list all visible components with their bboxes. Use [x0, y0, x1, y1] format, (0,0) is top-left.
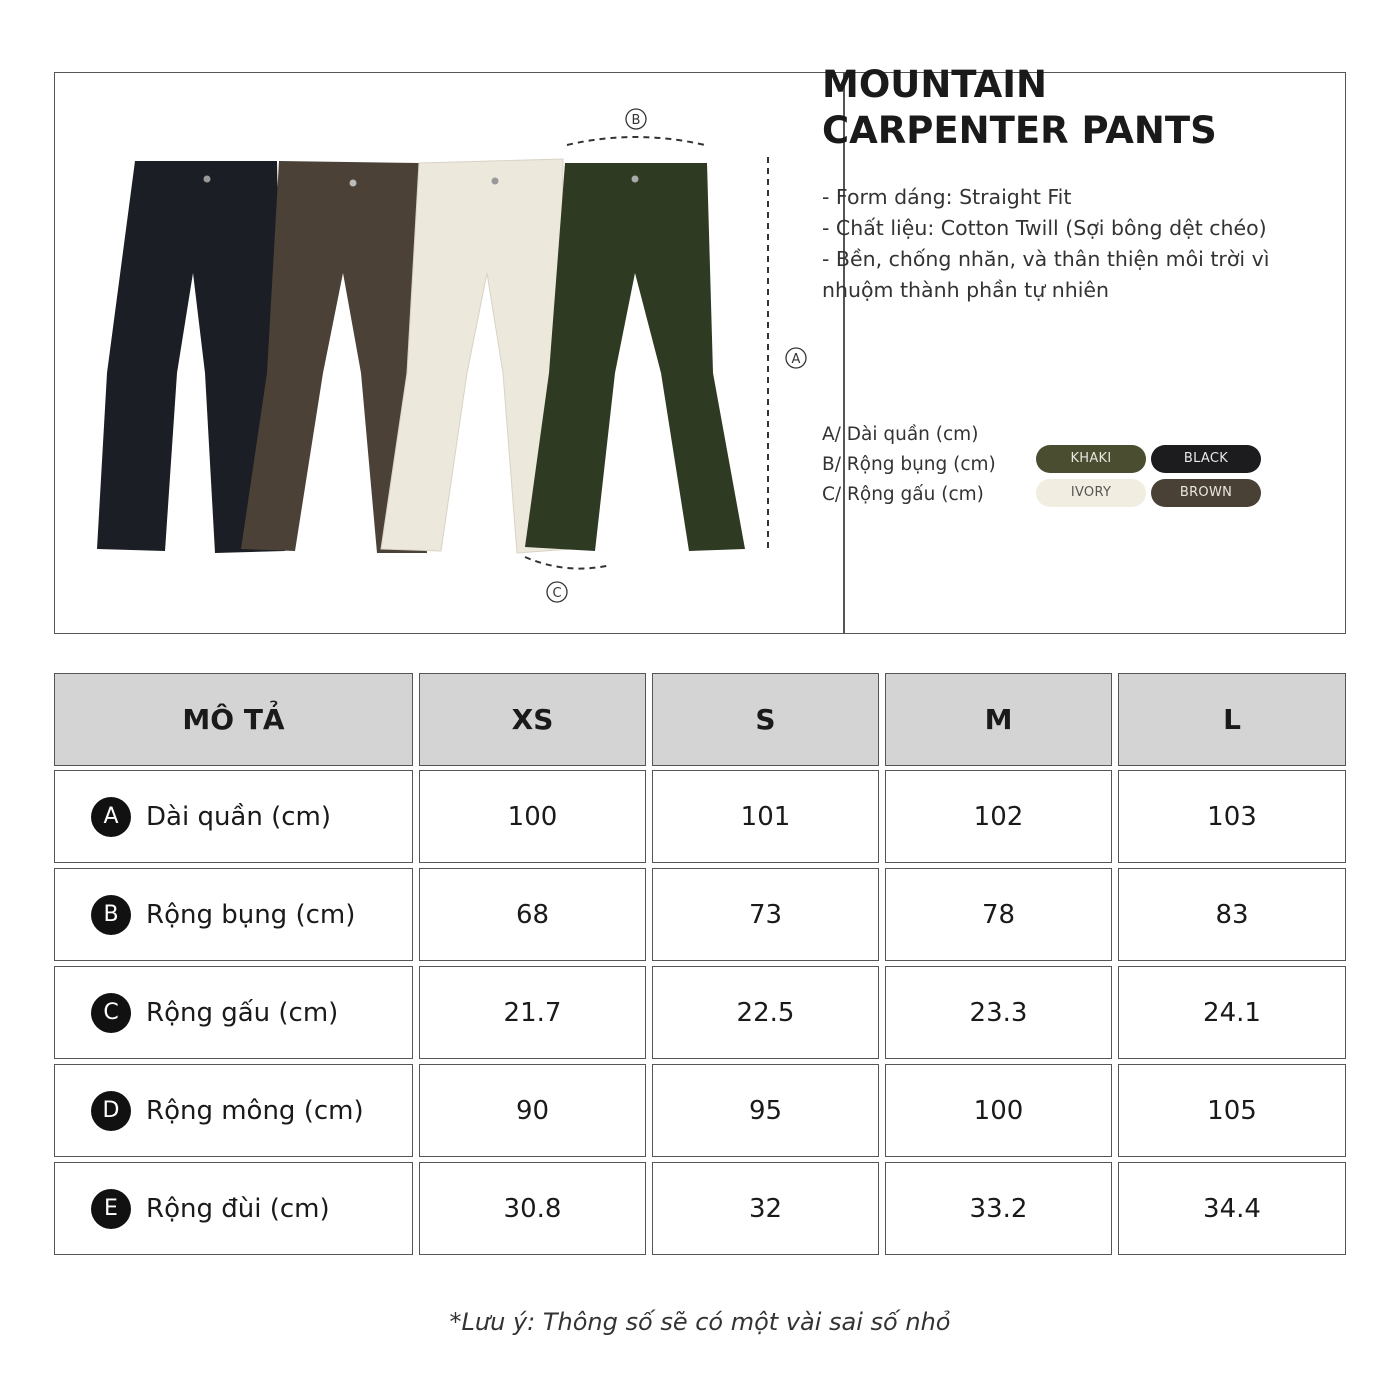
- row-label-cell: [54, 868, 413, 961]
- row-marker: B: [91, 895, 131, 935]
- product-title-line1: MOUNTAIN: [822, 63, 1048, 106]
- value-cell: 83: [1118, 868, 1346, 961]
- value-cell: 100: [419, 770, 646, 863]
- value-cell: 105: [1118, 1064, 1346, 1157]
- measure-marker-a: A: [791, 352, 801, 367]
- footnote: *Lưu ý: Thông số sẽ có một vài sai số nhỏ: [449, 1308, 951, 1336]
- value-cell: 22.5: [652, 966, 879, 1059]
- row-marker: D: [91, 1091, 131, 1131]
- measure-legend: [822, 420, 996, 510]
- product-title: [822, 62, 1282, 154]
- pants-illustration: [55, 73, 843, 633]
- header-cell-desc: MÔ TẢ: [54, 673, 413, 766]
- row-marker: E: [91, 1189, 131, 1229]
- feature-list: [822, 182, 1282, 306]
- product-info: [822, 62, 1282, 306]
- header-cell-m: M: [885, 673, 1112, 766]
- value-cell: 103: [1118, 770, 1346, 863]
- swatch-khaki[interactable]: KHAKI: [1036, 445, 1146, 473]
- row-marker: A: [91, 797, 131, 837]
- row-label-cell: [54, 1162, 413, 1255]
- value-cell: 33.2: [885, 1162, 1112, 1255]
- value-cell: 78: [885, 868, 1112, 961]
- product-title-line2: CARPENTER PANTS: [822, 109, 1217, 152]
- measure-marker-c: C: [552, 586, 562, 601]
- measure-line-c: [525, 557, 611, 569]
- value-cell: 34.4: [1118, 1162, 1346, 1255]
- legend-item-a: A/ Dài quần (cm): [822, 424, 979, 445]
- row-label: Dài quần (cm): [146, 801, 332, 832]
- value-cell: 30.8: [419, 1162, 646, 1255]
- row-label: Rộng bụng (cm): [146, 899, 356, 930]
- header-cell-xs: XS: [419, 673, 646, 766]
- header-cell-l: L: [1118, 673, 1346, 766]
- measure-marker-b: B: [631, 113, 641, 128]
- value-cell: 24.1: [1118, 966, 1346, 1059]
- row-label: Rộng đùi (cm): [146, 1193, 330, 1224]
- legend-item-c: C/ Rộng gấu (cm): [822, 484, 984, 505]
- row-label-cell: [54, 770, 413, 863]
- swatch-brown[interactable]: BROWN: [1151, 479, 1261, 507]
- row-marker: C: [91, 993, 131, 1033]
- value-cell: 101: [652, 770, 879, 863]
- legend-item-b: B/ Rộng bụng (cm): [822, 454, 996, 475]
- row-label: Rộng gấu (cm): [146, 997, 339, 1028]
- color-swatches: [1036, 445, 1262, 507]
- value-cell: 90: [419, 1064, 646, 1157]
- feature-item: - Form dáng: Straight Fit: [822, 185, 1072, 209]
- row-label-cell: [54, 1064, 413, 1157]
- swatch-black[interactable]: BLACK: [1151, 445, 1261, 473]
- row-label: Rộng mông (cm): [146, 1095, 364, 1126]
- header-cell-s: S: [652, 673, 879, 766]
- value-cell: 100: [885, 1064, 1112, 1157]
- row-label-cell: [54, 966, 413, 1059]
- value-cell: 73: [652, 868, 879, 961]
- swatch-ivory[interactable]: IVORY: [1036, 479, 1146, 507]
- value-cell: 68: [419, 868, 646, 961]
- value-cell: 21.7: [419, 966, 646, 1059]
- value-cell: 95: [652, 1064, 879, 1157]
- value-cell: 32: [652, 1162, 879, 1255]
- measure-line-b: [567, 137, 705, 145]
- feature-item: - Chất liệu: Cotton Twill (Sợi bông dệt chéo): [822, 216, 1267, 240]
- value-cell: 23.3: [885, 966, 1112, 1059]
- value-cell: 102: [885, 770, 1112, 863]
- feature-item: - Bền, chống nhăn, và thân thiện môi trời vì nhuộm thành phần tự nhiên: [822, 247, 1270, 302]
